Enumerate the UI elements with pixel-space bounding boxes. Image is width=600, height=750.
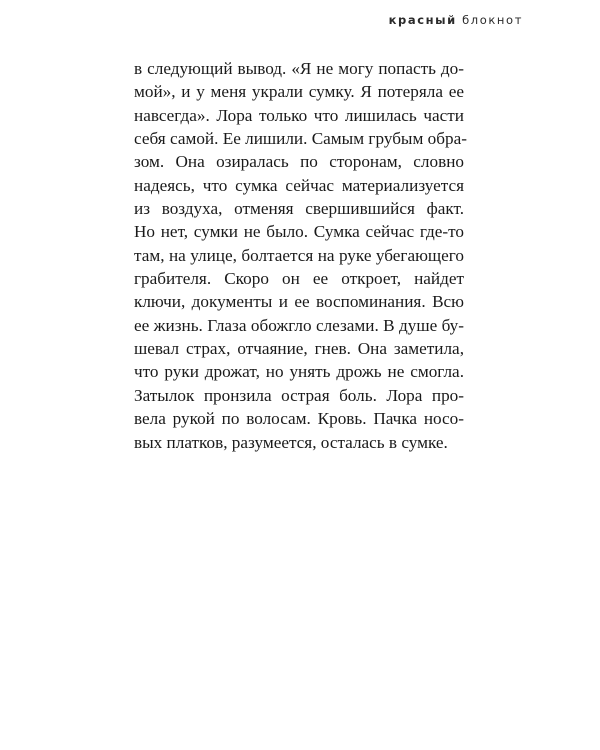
text-line: ее жизнь. Глаза обожгло слезами. В душе бу- (134, 315, 464, 335)
text-line: шевал страх, отчаяние, гнев. Она заметила, (134, 339, 464, 359)
text-line: надеясь, что сумка сейчас материализуется (134, 175, 464, 195)
text-line: Затылок пронзила острая боль. Лора про- (134, 385, 464, 405)
text-line: грабителя. Скоро он ее откроет, найдет (134, 269, 464, 289)
text-line: что руки дрожат, но унять дрожь не смогла. (134, 362, 464, 382)
text-line: навсегда». Лора только что лишилась части (134, 105, 464, 125)
text-line-last: вых платков, разумеется, осталась в сумке. (134, 432, 448, 452)
text-line: из воздуха, отменяя свершившийся факт. (134, 199, 464, 219)
text-line: себя самой. Ее лишили. Самым грубым обра- (134, 129, 467, 149)
text-line: Но нет, сумки не было. Сумка сейчас где-то (134, 222, 464, 242)
header-title-rest: блокнот (462, 13, 523, 27)
text-line: мой», и у меня украли сумку. Я потеряла ее (134, 82, 464, 102)
text-line: там, на улице, болтается на руке убегающего (134, 245, 464, 265)
text-line: в следующий вывод. «Я не могу попасть до- (134, 59, 464, 78)
text-line: вела рукой по волосам. Кровь. Пачка носо- (134, 409, 464, 429)
running-header (389, 13, 523, 27)
text-line: зом. Она озиралась по сторонам, словно (134, 152, 464, 172)
body-text (134, 57, 467, 454)
text-line: ключи, документы и ее воспоминания. Всю (134, 292, 464, 312)
header-title-bold: красный (388, 13, 457, 27)
